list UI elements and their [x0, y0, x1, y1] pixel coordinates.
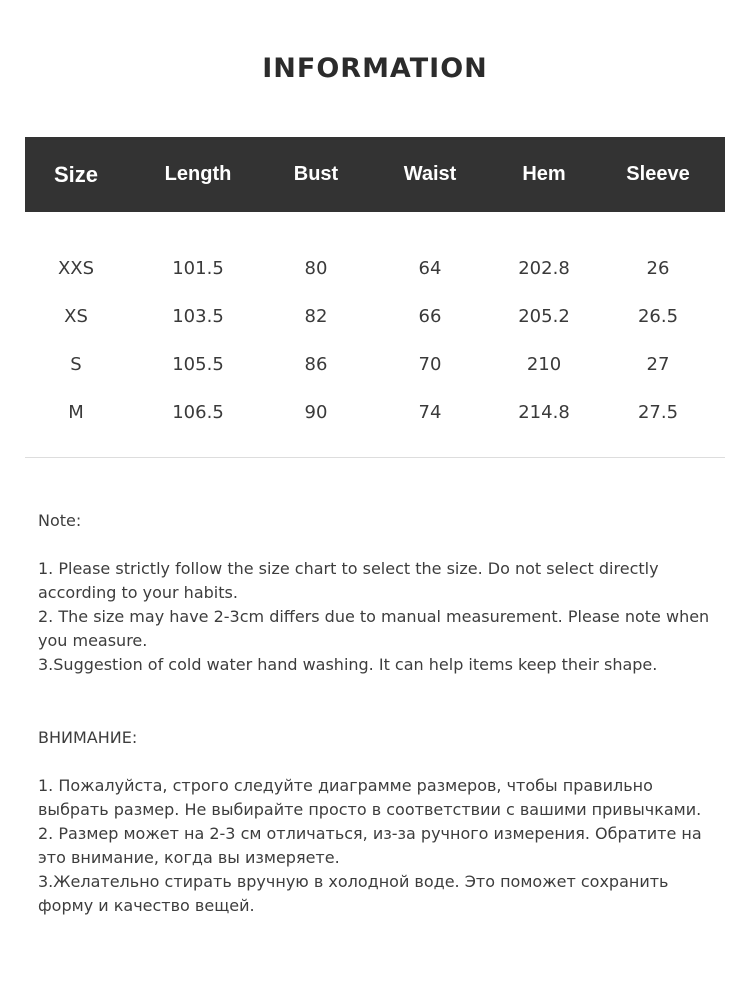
size-chart-table	[25, 137, 725, 436]
cell-hem: 205.2	[518, 305, 570, 327]
notes-heading: ВНИМАНИЕ:	[38, 728, 138, 747]
header-waist: Waist	[403, 163, 457, 185]
cell-size: M	[68, 401, 84, 423]
header-hem: Hem	[522, 163, 566, 185]
cell-bust: 82	[304, 305, 328, 327]
page-title: INFORMATION	[262, 53, 488, 84]
note-item: 3.Suggestion of cold water hand washing. It can help items keep their shape.	[38, 655, 658, 674]
cell-size: XXS	[57, 257, 95, 279]
note-item: 1. Пожалуйста, строго следуйте диаграмме размеров, чтобы правильно выбрать размер. Не выбирайте просто в соответствии с вашими привычками.	[38, 776, 702, 819]
note-item: 2. The size may have 2-3cm differs due to manual measurement. Please note when you measure.	[38, 607, 710, 650]
table-body	[25, 212, 725, 436]
cell-size: XS	[64, 305, 88, 327]
cell-hem: 214.8	[518, 401, 570, 423]
cell-sleeve: 26.5	[637, 305, 679, 327]
note-item: 3.Желательно стирать вручную в холодной воде. Это поможет сохранить форму и качество вещей.	[38, 872, 669, 915]
table-row	[25, 340, 725, 388]
cell-length: 105.5	[172, 353, 224, 375]
notes-heading: Note:	[38, 511, 82, 530]
cell-waist: 64	[418, 257, 442, 279]
table-row	[25, 388, 725, 436]
note-item: 2. Размер может на 2-3 см отличаться, из-за ручного измерения. Обратите на это внимание, когда вы измеряете.	[38, 824, 702, 867]
cell-sleeve: 27.5	[637, 401, 679, 423]
cell-bust: 86	[304, 353, 328, 375]
header-bust: Bust	[293, 163, 339, 185]
cell-hem: 210	[526, 353, 562, 375]
cell-bust: 80	[304, 257, 328, 279]
cell-waist: 70	[418, 353, 442, 375]
cell-waist: 74	[418, 401, 442, 423]
cell-hem: 202.8	[518, 257, 570, 279]
table-row	[25, 292, 725, 340]
header-sleeve: Sleeve	[626, 163, 690, 185]
cell-bust: 90	[304, 401, 328, 423]
note-item: 1. Please strictly follow the size chart to select the size. Do not select directly according to your habits.	[38, 559, 659, 602]
cell-size: S	[70, 353, 82, 375]
section-divider	[25, 457, 725, 458]
cell-sleeve: 26	[646, 257, 670, 279]
cell-length: 101.5	[172, 257, 224, 279]
table-row	[25, 244, 725, 292]
header-length: Length	[164, 163, 232, 185]
header-size: Size	[53, 161, 99, 187]
cell-sleeve: 27	[646, 353, 670, 375]
cell-length: 106.5	[172, 401, 224, 423]
notes-english	[38, 509, 728, 677]
cell-length: 103.5	[172, 305, 224, 327]
notes-russian	[38, 726, 728, 918]
cell-waist: 66	[418, 305, 442, 327]
table-header-row	[25, 137, 725, 212]
